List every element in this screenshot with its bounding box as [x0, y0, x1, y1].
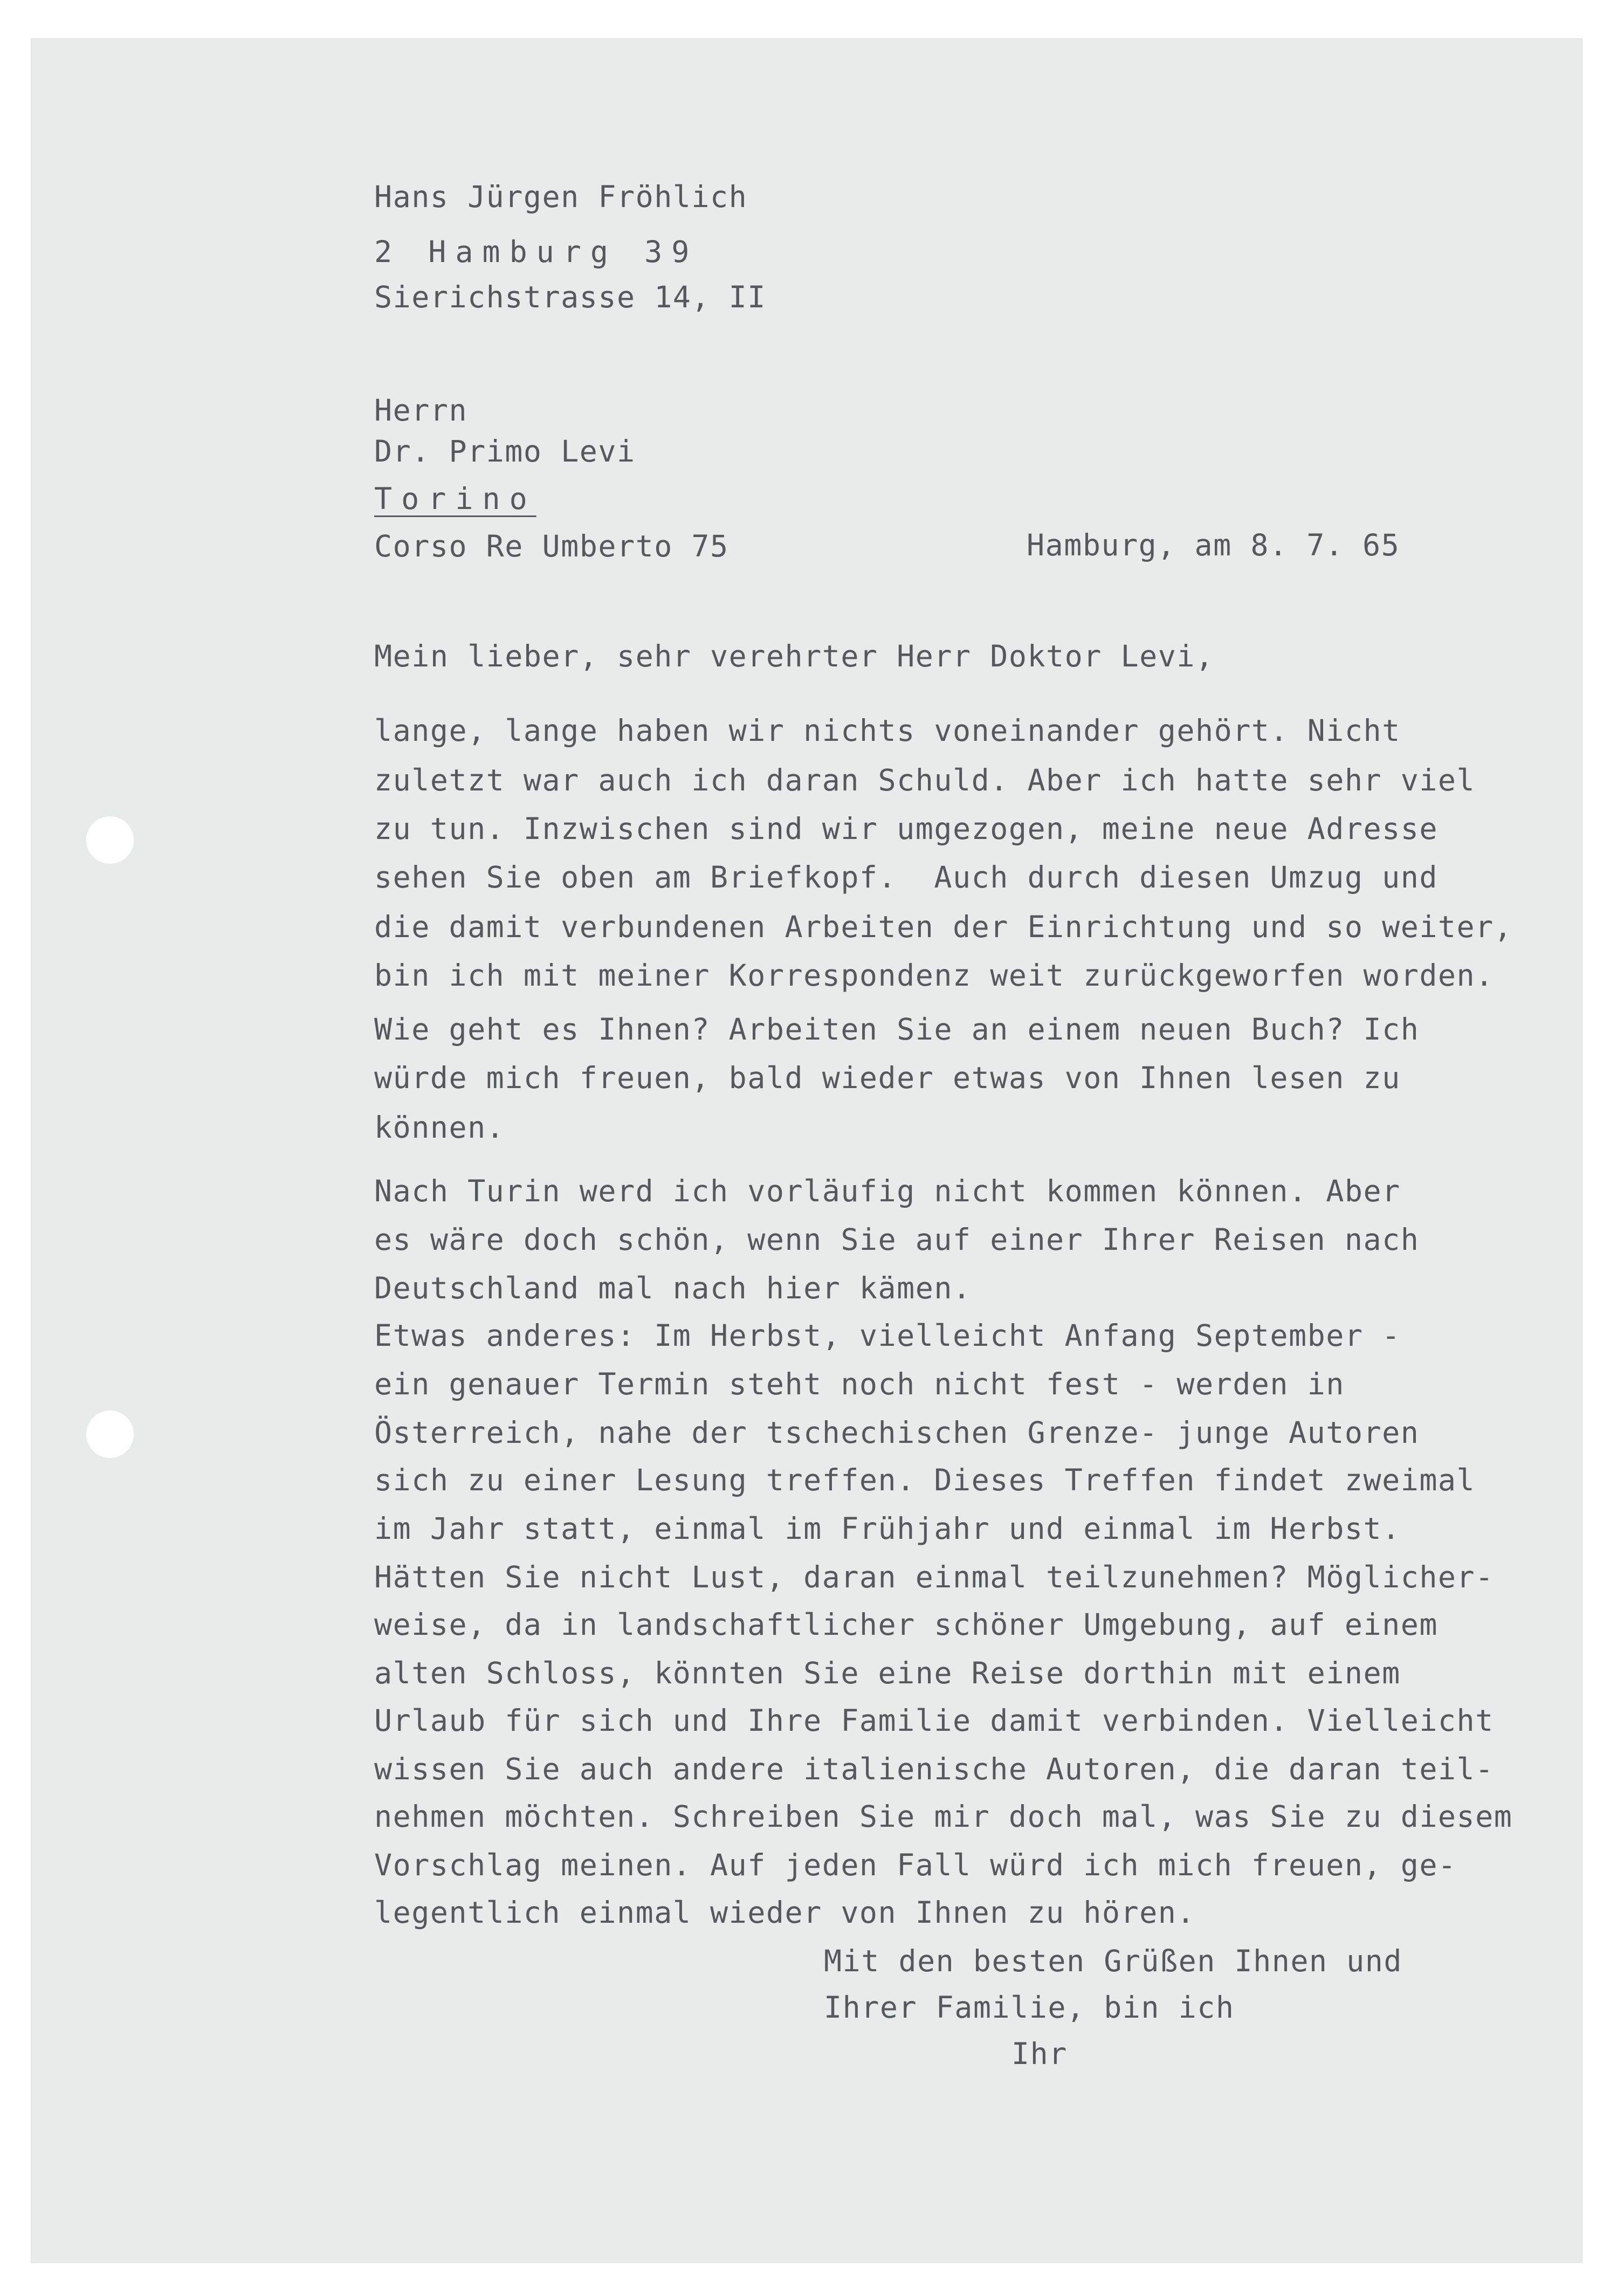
body-line: lange, lange haben wir nichts voneinander gehört. Nicht: [374, 713, 1401, 748]
body-line: Hätten Sie nicht Lust, daran einmal teilzunehmen? Möglicher-: [374, 1560, 1494, 1594]
body-line: alten Schloss, könnten Sie eine Reise dorthin mit einem: [374, 1656, 1401, 1690]
body-line: bin ich mit meiner Korrespondenz weit zurückgeworfen worden.: [374, 958, 1494, 993]
body-line: es wäre doch schön, wenn Sie auf einer Ihrer Reisen nach: [374, 1222, 1420, 1257]
closing-line: Ihrer Familie, bin ich: [824, 1990, 1235, 2025]
recipient-city: Torino: [374, 481, 536, 516]
body-line: Wie geht es Ihnen? Arbeiten Sie an einem neuen Buch? Ich: [374, 1012, 1420, 1047]
body-line: Nach Turin werd ich vorläufig nicht kommen können. Aber: [374, 1174, 1401, 1208]
body-line: wissen Sie auch andere italienische Autoren, die daran teil-: [374, 1752, 1494, 1786]
letter-date: Hamburg, am 8. 7. 65: [1027, 528, 1400, 562]
body-line: legentlich einmal wieder von Ihnen zu hören.: [374, 1895, 1195, 1930]
punch-hole: [86, 816, 134, 864]
recipient-name: Dr. Primo Levi: [374, 434, 636, 469]
body-line: Urlaub für sich und Ihre Familie damit verbinden. Vielleicht: [374, 1703, 1494, 1738]
body-line: im Jahr statt, einmal im Frühjahr und einmal im Herbst.: [374, 1511, 1401, 1546]
body-line: Vorschlag meinen. Auf jeden Fall würd ich mich freuen, ge-: [374, 1848, 1457, 1882]
sender-street: Sierichstrasse 14, II: [374, 280, 766, 314]
body-line: nehmen möchten. Schreiben Sie mir doch mal, was Sie zu diesem: [374, 1799, 1513, 1834]
body-line: können.: [374, 1110, 505, 1145]
body-line: Deutschland mal nach hier kämen.: [374, 1271, 972, 1305]
body-line: ein genauer Termin steht noch nicht fest - werden in: [374, 1367, 1345, 1401]
punch-hole: [86, 1411, 134, 1458]
body-line: würde mich freuen, bald wieder etwas von Ihnen lesen zu: [374, 1061, 1401, 1095]
body-line: die damit verbundenen Arbeiten der Einrichtung und so weiter,: [374, 910, 1513, 944]
body-line: sehen Sie oben am Briefkopf. Auch durch diesen Umzug und: [374, 860, 1438, 895]
body-line: sich zu einer Lesung treffen. Dieses Treffen findet zweimal: [374, 1463, 1476, 1497]
body-line: zu tun. Inzwischen sind wir umgezogen, meine neue Adresse: [374, 811, 1438, 846]
body-line: Etwas anderes: Im Herbst, vielleicht Anfang September -: [374, 1318, 1401, 1353]
closing-line: Mit den besten Grüßen Ihnen und: [824, 1944, 1402, 1978]
recipient-salutation-line: Herrn: [374, 393, 468, 428]
recipient-street: Corso Re Umberto 75: [374, 529, 729, 563]
sender-name: Hans Jürgen Fröhlich: [374, 180, 748, 214]
body-line: Österreich, nahe der tschechischen Grenze- junge Autoren: [374, 1415, 1420, 1450]
body-line: weise, da in landschaftlicher schöner Umgebung, auf einem: [374, 1607, 1438, 1642]
letter-greeting: Mein lieber, sehr verehrter Herr Doktor Levi,: [374, 639, 1214, 673]
sender-city: 2 Hamburg 39: [374, 235, 699, 269]
closing-signoff: Ihr: [1011, 2037, 1068, 2071]
body-line: zuletzt war auch ich daran Schuld. Aber ich hatte sehr viel: [374, 763, 1476, 797]
